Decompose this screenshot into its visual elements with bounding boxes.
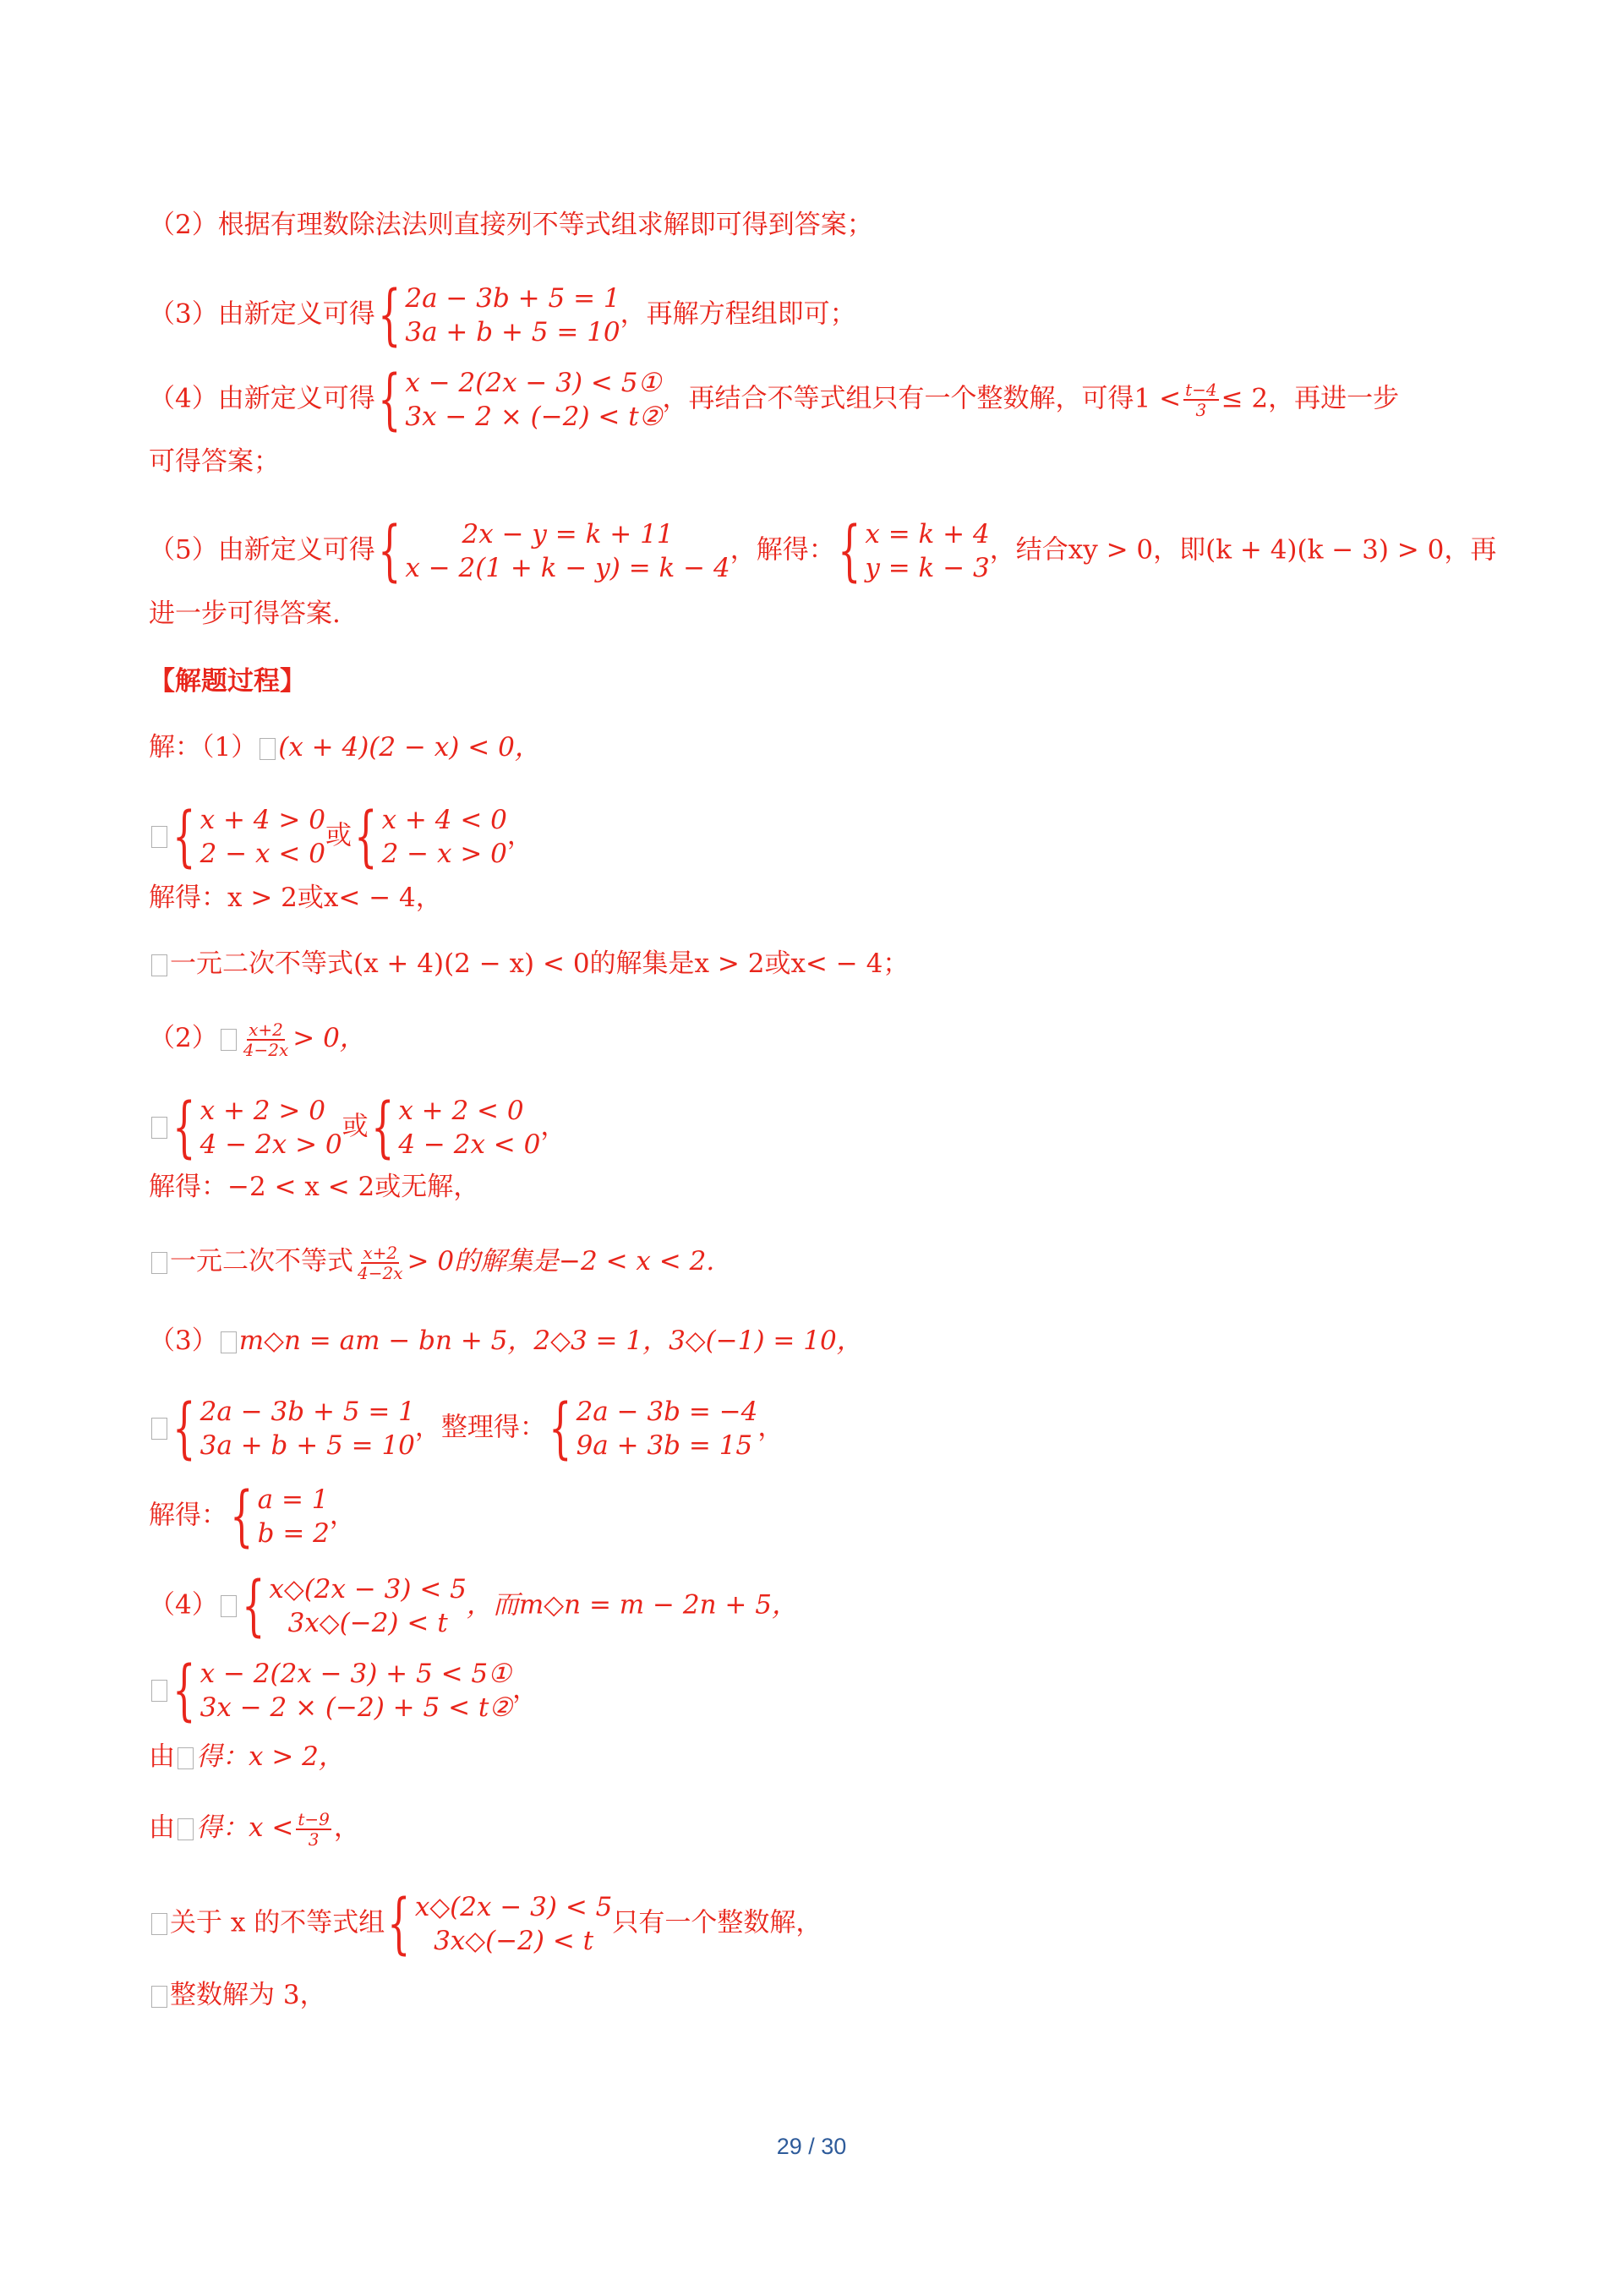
page-number: 29 / 30 <box>776 2134 847 2159</box>
section-heading: 【解题过程】 <box>149 666 306 696</box>
solution-4e: 关于 x 的不等式组 { x◇(2x − 3) < 5 3x◇(−2) < t 只有一个整数解， <box>149 1890 822 1958</box>
missing-glyph-icon <box>260 738 276 760</box>
analysis-step-5-cont: 进一步可得答案. <box>149 599 341 629</box>
missing-glyph-icon <box>151 1252 167 1274</box>
missing-glyph-icon <box>221 1331 237 1353</box>
solution-1a: 解：（1） (x + 4)(2 − x) < 0， <box>149 732 541 763</box>
missing-glyph-icon <box>151 1986 167 2008</box>
missing-glyph-icon <box>151 1913 167 1935</box>
text: （3）由新定义可得 <box>149 298 375 330</box>
solution-3c: 解得： { a = 1 b = 2 ， <box>149 1479 356 1555</box>
missing-glyph-icon <box>178 1818 194 1840</box>
solution-system: { x = k + 4 y = k − 3 <box>837 513 990 589</box>
equation-system: { 2a − 3b + 5 = 1 3a + b + 5 = 10 <box>377 277 620 353</box>
inequality-system: { x − 2(2x − 3) < 5① 3x − 2 × (−2) < t② <box>377 362 663 438</box>
missing-glyph-icon <box>221 1029 237 1051</box>
solution-4b: { x − 2(2x − 3) + 5 < 5① 3x − 2 × (−2) + 5 < t② ， <box>149 1657 538 1725</box>
missing-glyph-icon <box>151 826 167 848</box>
missing-glyph-icon <box>151 954 167 976</box>
analysis-step-4-cont: 可得答案； <box>149 446 280 477</box>
missing-glyph-icon <box>151 1680 167 1702</box>
solution-3b: { 2a − 3b + 5 = 1 3a + b + 5 = 10 ，整理得： { 2a − 3b = −4 9a + 3b = 15 ， <box>149 1395 784 1462</box>
solution-2b: { x + 2 > 0 4 − 2x > 0 或 { x + 2 < 0 4 − 2x < 0 ， <box>149 1094 566 1162</box>
solution-2d: 一元二次不等式 $\frac{x+2}{4-2x}$ > 0的解集是−2 < x < 2. <box>149 1243 714 1282</box>
missing-glyph-icon <box>178 1747 194 1769</box>
solution-4d: 由 得：x < $\frac{t-9}{3}$ ， <box>149 1808 360 1850</box>
solution-4a: （4） { x◇(2x − 3) < 5 3x◇(−2) < t ，而m◇n = m − 2n + 5， <box>149 1568 798 1644</box>
solution-4c: 由 得：x > 2， <box>149 1741 345 1772</box>
analysis-step-5: （5）由新定义可得 { 2x − y = k + 11 x − 2(1 + k − y) = k − 4 ，解得： { x = k + 4 y = k − 3 ，结合xy > 0，即(k + 4)(k − 3) > 0，再 <box>149 513 1497 589</box>
equation-system: { 2x − y = k + 11 x − 2(1 + k − y) = k − 4 <box>377 513 730 589</box>
analysis-step-2: （2）根据有理数除法法则直接列不等式组求解即可得到答案； <box>149 210 873 240</box>
solution-2a: （2） $\frac{x+2}{4-2x}$ > 0， <box>149 1019 366 1060</box>
text: ，再解方程组即可； <box>620 298 856 330</box>
solution-1d: 一元二次不等式(x + 4)(2 − x) < 0的解集是x > 2或x< − 4； <box>149 945 909 982</box>
analysis-step-4: （4）由新定义可得 { x − 2(2x − 3) < 5① 3x − 2 × (−2) < t② ，再结合不等式组只有一个整数解，可得1 < $\frac{t-4}{3}$ ≤ 2，再进一步 <box>149 362 1400 438</box>
missing-glyph-icon <box>151 1418 167 1440</box>
analysis-step-3 <box>149 277 856 353</box>
fraction: $\frac{t-4}{3}$ <box>1185 380 1217 420</box>
missing-glyph-icon <box>221 1595 237 1617</box>
solution-4f: 整数解为 3， <box>149 1976 326 2014</box>
solution-3a: （3） m◇n = am − bn + 5，2◇3 = 1，3◇(−1) = 10， <box>149 1326 863 1356</box>
solution-1c: 解得：x > 2或x< − 4， <box>149 883 442 913</box>
solution-2c: 解得：−2 < x < 2或无解， <box>149 1172 480 1202</box>
missing-glyph-icon <box>151 1117 167 1139</box>
solution-1b: { x + 4 > 0 2 − x < 0 或 { x + 4 < 0 2 − x > 0 ， <box>149 803 533 871</box>
